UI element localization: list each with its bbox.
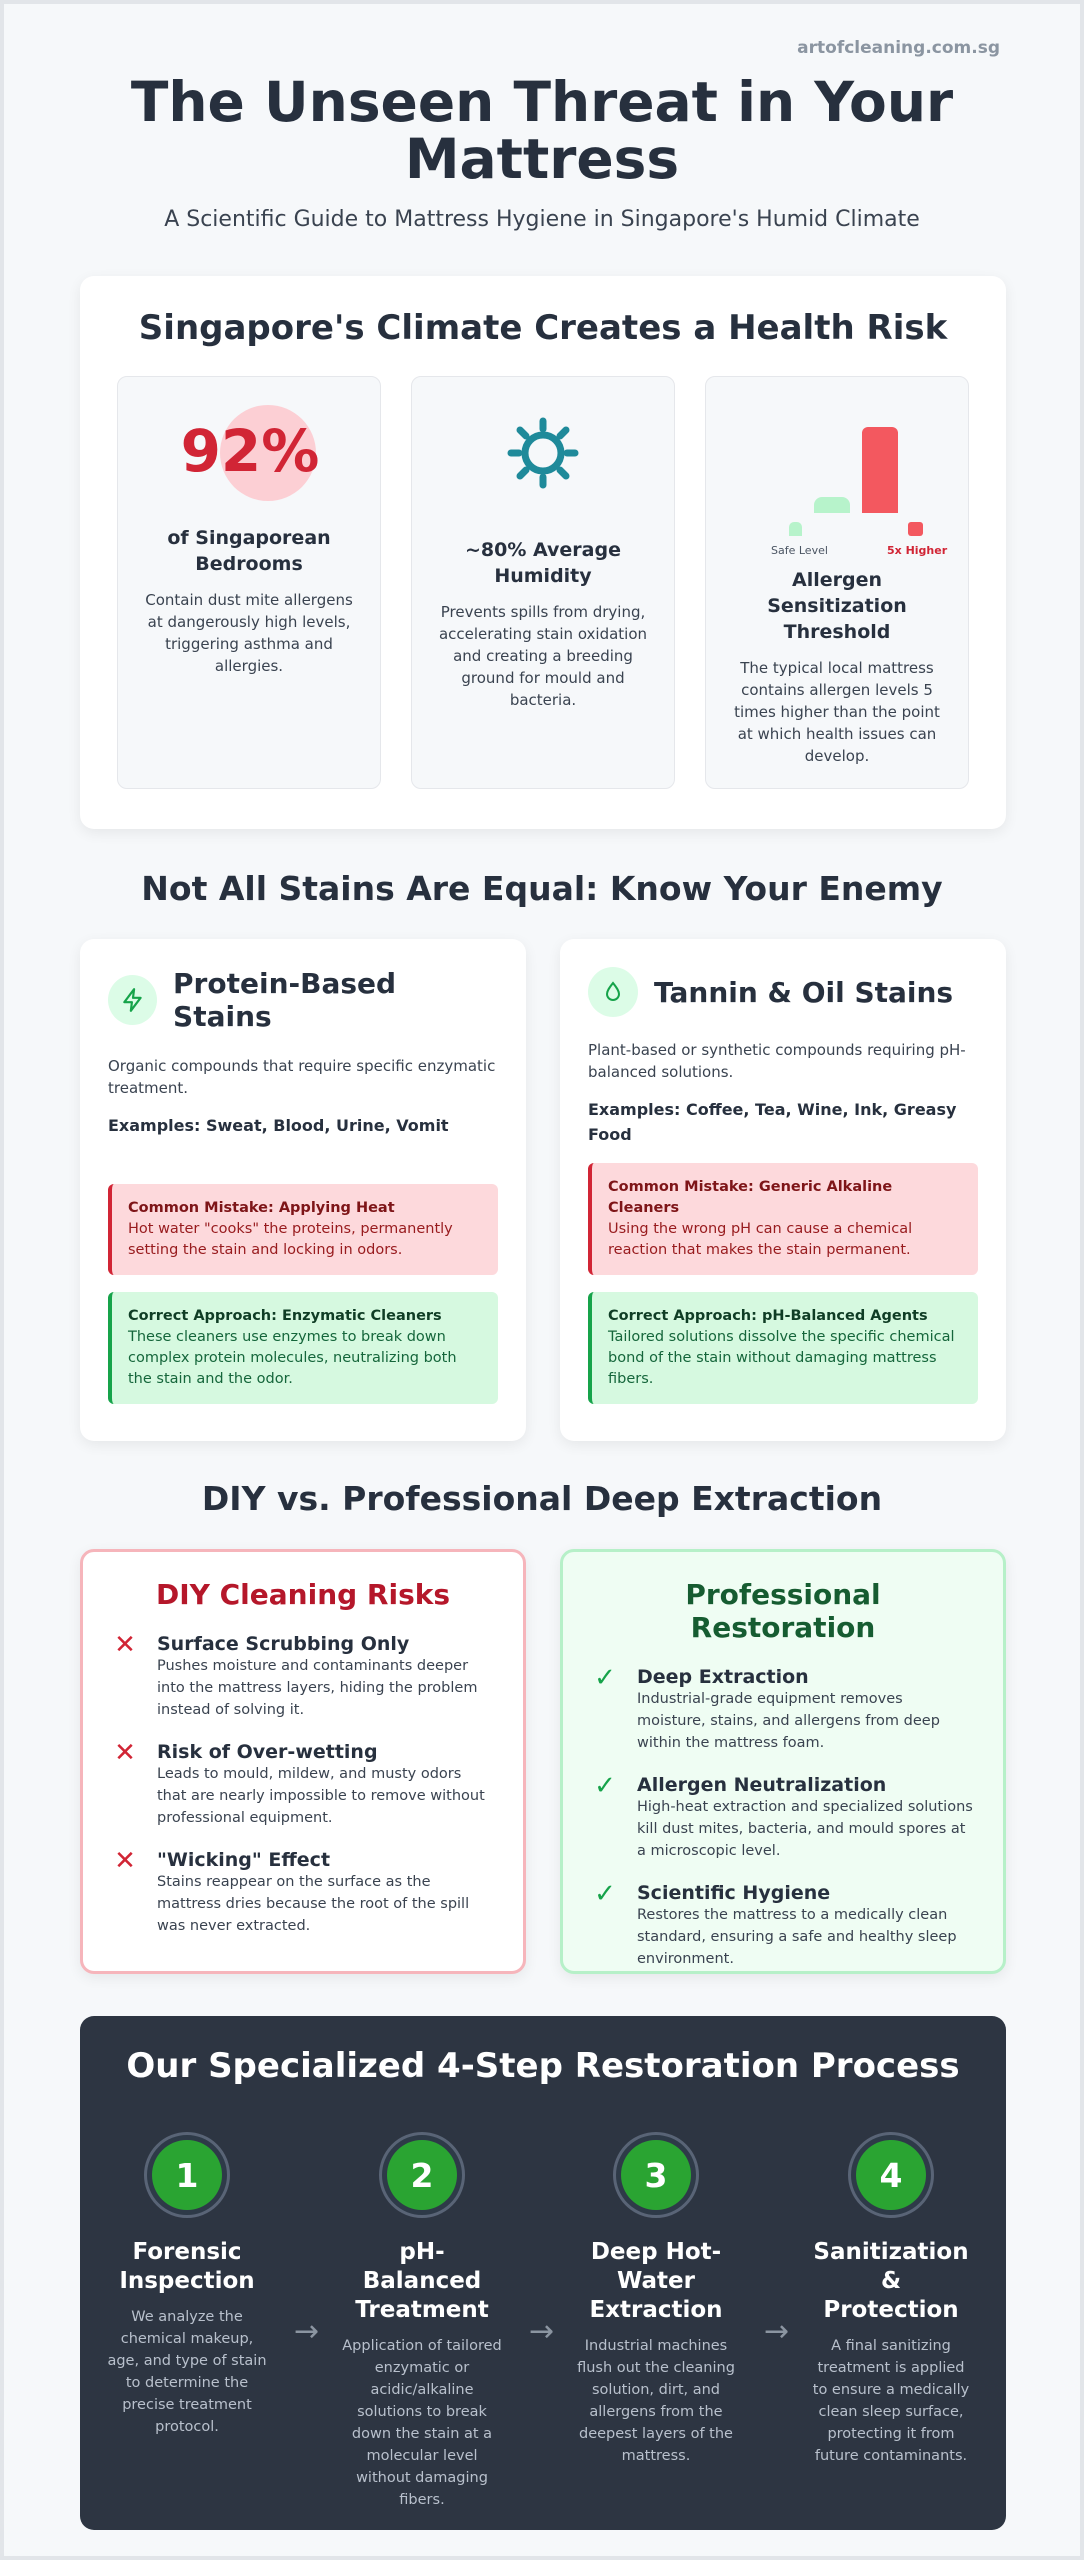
stat-desc: Contain dust mite allergens at dangerously high levels, triggering asthma and allergies. bbox=[145, 591, 353, 675]
step-title: Deep Hot-Water Extraction bbox=[589, 2239, 723, 2323]
item-desc: Pushes moisture and contaminants deeper into the mattress layers, hiding the problem instead of solving it. bbox=[157, 1658, 478, 1718]
page-subtitle: A Scientific Guide to Mattress Hygiene in Singapore's Humid Climate bbox=[164, 207, 920, 232]
compare-title: DIY vs. Professional Deep Extraction bbox=[201, 1479, 883, 1518]
item-desc: Industrial-grade equipment removes moisture, stains, and allergens from deep within the mattress foam. bbox=[637, 1691, 940, 1751]
stat-bedrooms bbox=[117, 376, 381, 789]
stat-humidity bbox=[411, 376, 675, 789]
stat-desc: Prevents spills from drying, accelerating stain oxidation and creating a breeding ground for mould and bacteria. bbox=[438, 603, 648, 709]
step-number-badge bbox=[379, 2132, 465, 2218]
arrow-right-icon: → bbox=[529, 2314, 555, 2349]
step-title: pH-Balanced Treatment bbox=[355, 2239, 489, 2323]
droplet-icon bbox=[588, 967, 638, 1017]
pro-title: Professional Restoration bbox=[685, 1578, 881, 1644]
mistake-title: Common Mistake: Applying Heat bbox=[128, 1200, 395, 1216]
item-title: Risk of Over-wetting bbox=[157, 1741, 378, 1763]
process-step-4 bbox=[801, 2132, 981, 2467]
climate-title: Singapore's Climate Creates a Health Risk bbox=[138, 308, 948, 348]
diy-title: DIY Cleaning Risks bbox=[155, 1578, 451, 1611]
mistake-box bbox=[108, 1184, 498, 1275]
step-number-badge bbox=[144, 2132, 230, 2218]
step-number: 2 bbox=[387, 2140, 457, 2210]
correct-title: Correct Approach: Enzymatic Cleaners bbox=[128, 1308, 442, 1324]
step-title: Forensic Inspection bbox=[119, 2239, 255, 2294]
item-title: Allergen Neutralization bbox=[637, 1774, 887, 1796]
step-title: Sanitization & Protection bbox=[813, 2239, 969, 2323]
correct-box bbox=[588, 1292, 978, 1404]
check-icon: ✓ bbox=[594, 1879, 616, 1909]
process-title: Our Specialized 4-Step Restoration Process bbox=[126, 2046, 960, 2086]
list-item bbox=[591, 1771, 975, 1862]
item-desc: Leads to mould, mildew, and musty odors that are nearly impossible to remove without professional equipment. bbox=[157, 1766, 485, 1826]
stain-examples: Examples: Sweat, Blood, Urine, Vomit bbox=[108, 1116, 449, 1135]
climate-section bbox=[80, 276, 1006, 829]
list-item bbox=[591, 1663, 975, 1754]
correct-box bbox=[108, 1292, 498, 1404]
item-desc: Restores the mattress to a medically clean standard, ensuring a safe and healthy sleep environment. bbox=[637, 1907, 957, 1967]
stain-desc: Organic compounds that require specific enzymatic treatment. bbox=[108, 1057, 496, 1097]
bar-safe-small bbox=[789, 522, 802, 536]
cross-icon: ✕ bbox=[114, 1630, 136, 1660]
item-title: Scientific Hygiene bbox=[637, 1882, 831, 1904]
step-desc: We analyze the chemical makeup, age, and type of stain to determine the precise treatment protocol. bbox=[107, 2309, 267, 2435]
process-step-3 bbox=[566, 2132, 746, 2467]
stain-title: Protein-Based Stains bbox=[173, 967, 397, 1033]
check-icon: ✓ bbox=[594, 1771, 616, 1801]
stat-value: 92% bbox=[180, 417, 320, 485]
list-item bbox=[111, 1630, 495, 1721]
cross-icon: ✕ bbox=[114, 1738, 136, 1768]
step-number-badge bbox=[613, 2132, 699, 2218]
stain-examples: Examples: Coffee, Tea, Wine, Ink, Greasy Food bbox=[588, 1100, 957, 1144]
step-desc: A final sanitizing treatment is applied to ensure a medically clean sleep surface, protecting it from future contaminants. bbox=[812, 2338, 970, 2464]
step-desc: Industrial machines flush out the cleaning solution, dirt, and allergens from the deepest layers of the mattress. bbox=[577, 2338, 735, 2464]
step-number: 3 bbox=[621, 2140, 691, 2210]
arrow-right-icon: → bbox=[764, 2314, 790, 2349]
brand-url[interactable]: artofcleaning.com.sg bbox=[797, 38, 1000, 58]
step-number: 4 bbox=[856, 2140, 926, 2210]
stat-allergen bbox=[705, 376, 969, 789]
stat-head: of Singaporean Bedrooms bbox=[167, 527, 331, 575]
correct-text: Tailored solutions dissolve the specific chemical bond of the stain without damaging mattress fibers. bbox=[608, 1329, 955, 1387]
bar-label-high: 5x Higher bbox=[887, 544, 948, 557]
stain-desc: Plant-based or synthetic compounds requiring pH-balanced solutions. bbox=[588, 1041, 966, 1081]
diy-risks-card bbox=[80, 1549, 526, 1974]
bar-safe bbox=[814, 497, 850, 513]
correct-title: Correct Approach: pH-Balanced Agents bbox=[608, 1308, 928, 1324]
bar-high bbox=[862, 427, 898, 513]
stat-percentage bbox=[138, 405, 360, 525]
cross-icon: ✕ bbox=[114, 1846, 136, 1876]
bar-label-safe: Safe Level bbox=[771, 544, 828, 557]
list-item bbox=[591, 1879, 975, 1970]
process-step-2 bbox=[332, 2132, 512, 2511]
stat-head: Allergen Sensitization Threshold bbox=[767, 569, 907, 643]
stains-title: Not All Stains Are Equal: Know Your Enemy bbox=[141, 869, 943, 908]
pro-restoration-card bbox=[560, 1549, 1006, 1974]
item-desc: Stains reappear on the surface as the mattress dries because the root of the spill was never extracted. bbox=[157, 1874, 470, 1934]
item-title: "Wicking" Effect bbox=[157, 1849, 331, 1871]
allergen-bar-chart bbox=[726, 377, 948, 567]
arrow-right-icon: → bbox=[294, 2314, 320, 2349]
stat-desc: The typical local mattress contains allergen levels 5 times higher than the point at which health issues can develop. bbox=[734, 659, 940, 765]
check-icon: ✓ bbox=[594, 1663, 616, 1693]
item-desc: High-heat extraction and specialized solutions kill dust mites, bacteria, and mould spores at a microscopic level. bbox=[637, 1799, 973, 1859]
process-step-1 bbox=[97, 2132, 277, 2438]
list-item bbox=[111, 1846, 495, 1937]
step-number-badge bbox=[848, 2132, 934, 2218]
mistake-box bbox=[588, 1163, 978, 1275]
lightning-icon bbox=[108, 975, 157, 1025]
process-section bbox=[80, 2016, 1006, 2530]
mistake-text: Using the wrong pH can cause a chemical reaction that makes the stain permanent. bbox=[608, 1221, 913, 1258]
stat-head: ~80% Average Humidity bbox=[465, 539, 621, 587]
bar-high-small bbox=[908, 522, 923, 536]
sun-gear-icon bbox=[432, 417, 654, 537]
item-title: Surface Scrubbing Only bbox=[157, 1633, 410, 1655]
stain-card-tannin bbox=[560, 939, 1006, 1441]
item-title: Deep Extraction bbox=[637, 1666, 809, 1688]
correct-text: These cleaners use enzymes to break down complex protein molecules, neutralizing both the stain and the odor. bbox=[128, 1329, 457, 1387]
mistake-title: Common Mistake: Generic Alkaline Cleaners bbox=[608, 1179, 893, 1216]
step-desc: Application of tailored enzymatic or acidic/alkaline solutions to break down the stain at a molecular level without damaging fibers. bbox=[342, 2338, 502, 2508]
page-title: The Unseen Threat in Your Mattress bbox=[130, 70, 954, 191]
stain-card-protein bbox=[80, 939, 526, 1441]
list-item bbox=[111, 1738, 495, 1829]
stain-title: Tannin & Oil Stains bbox=[654, 975, 954, 1009]
step-number: 1 bbox=[152, 2140, 222, 2210]
mistake-text: Hot water "cooks" the proteins, permanently setting the stain and locking in odors. bbox=[128, 1221, 453, 1258]
